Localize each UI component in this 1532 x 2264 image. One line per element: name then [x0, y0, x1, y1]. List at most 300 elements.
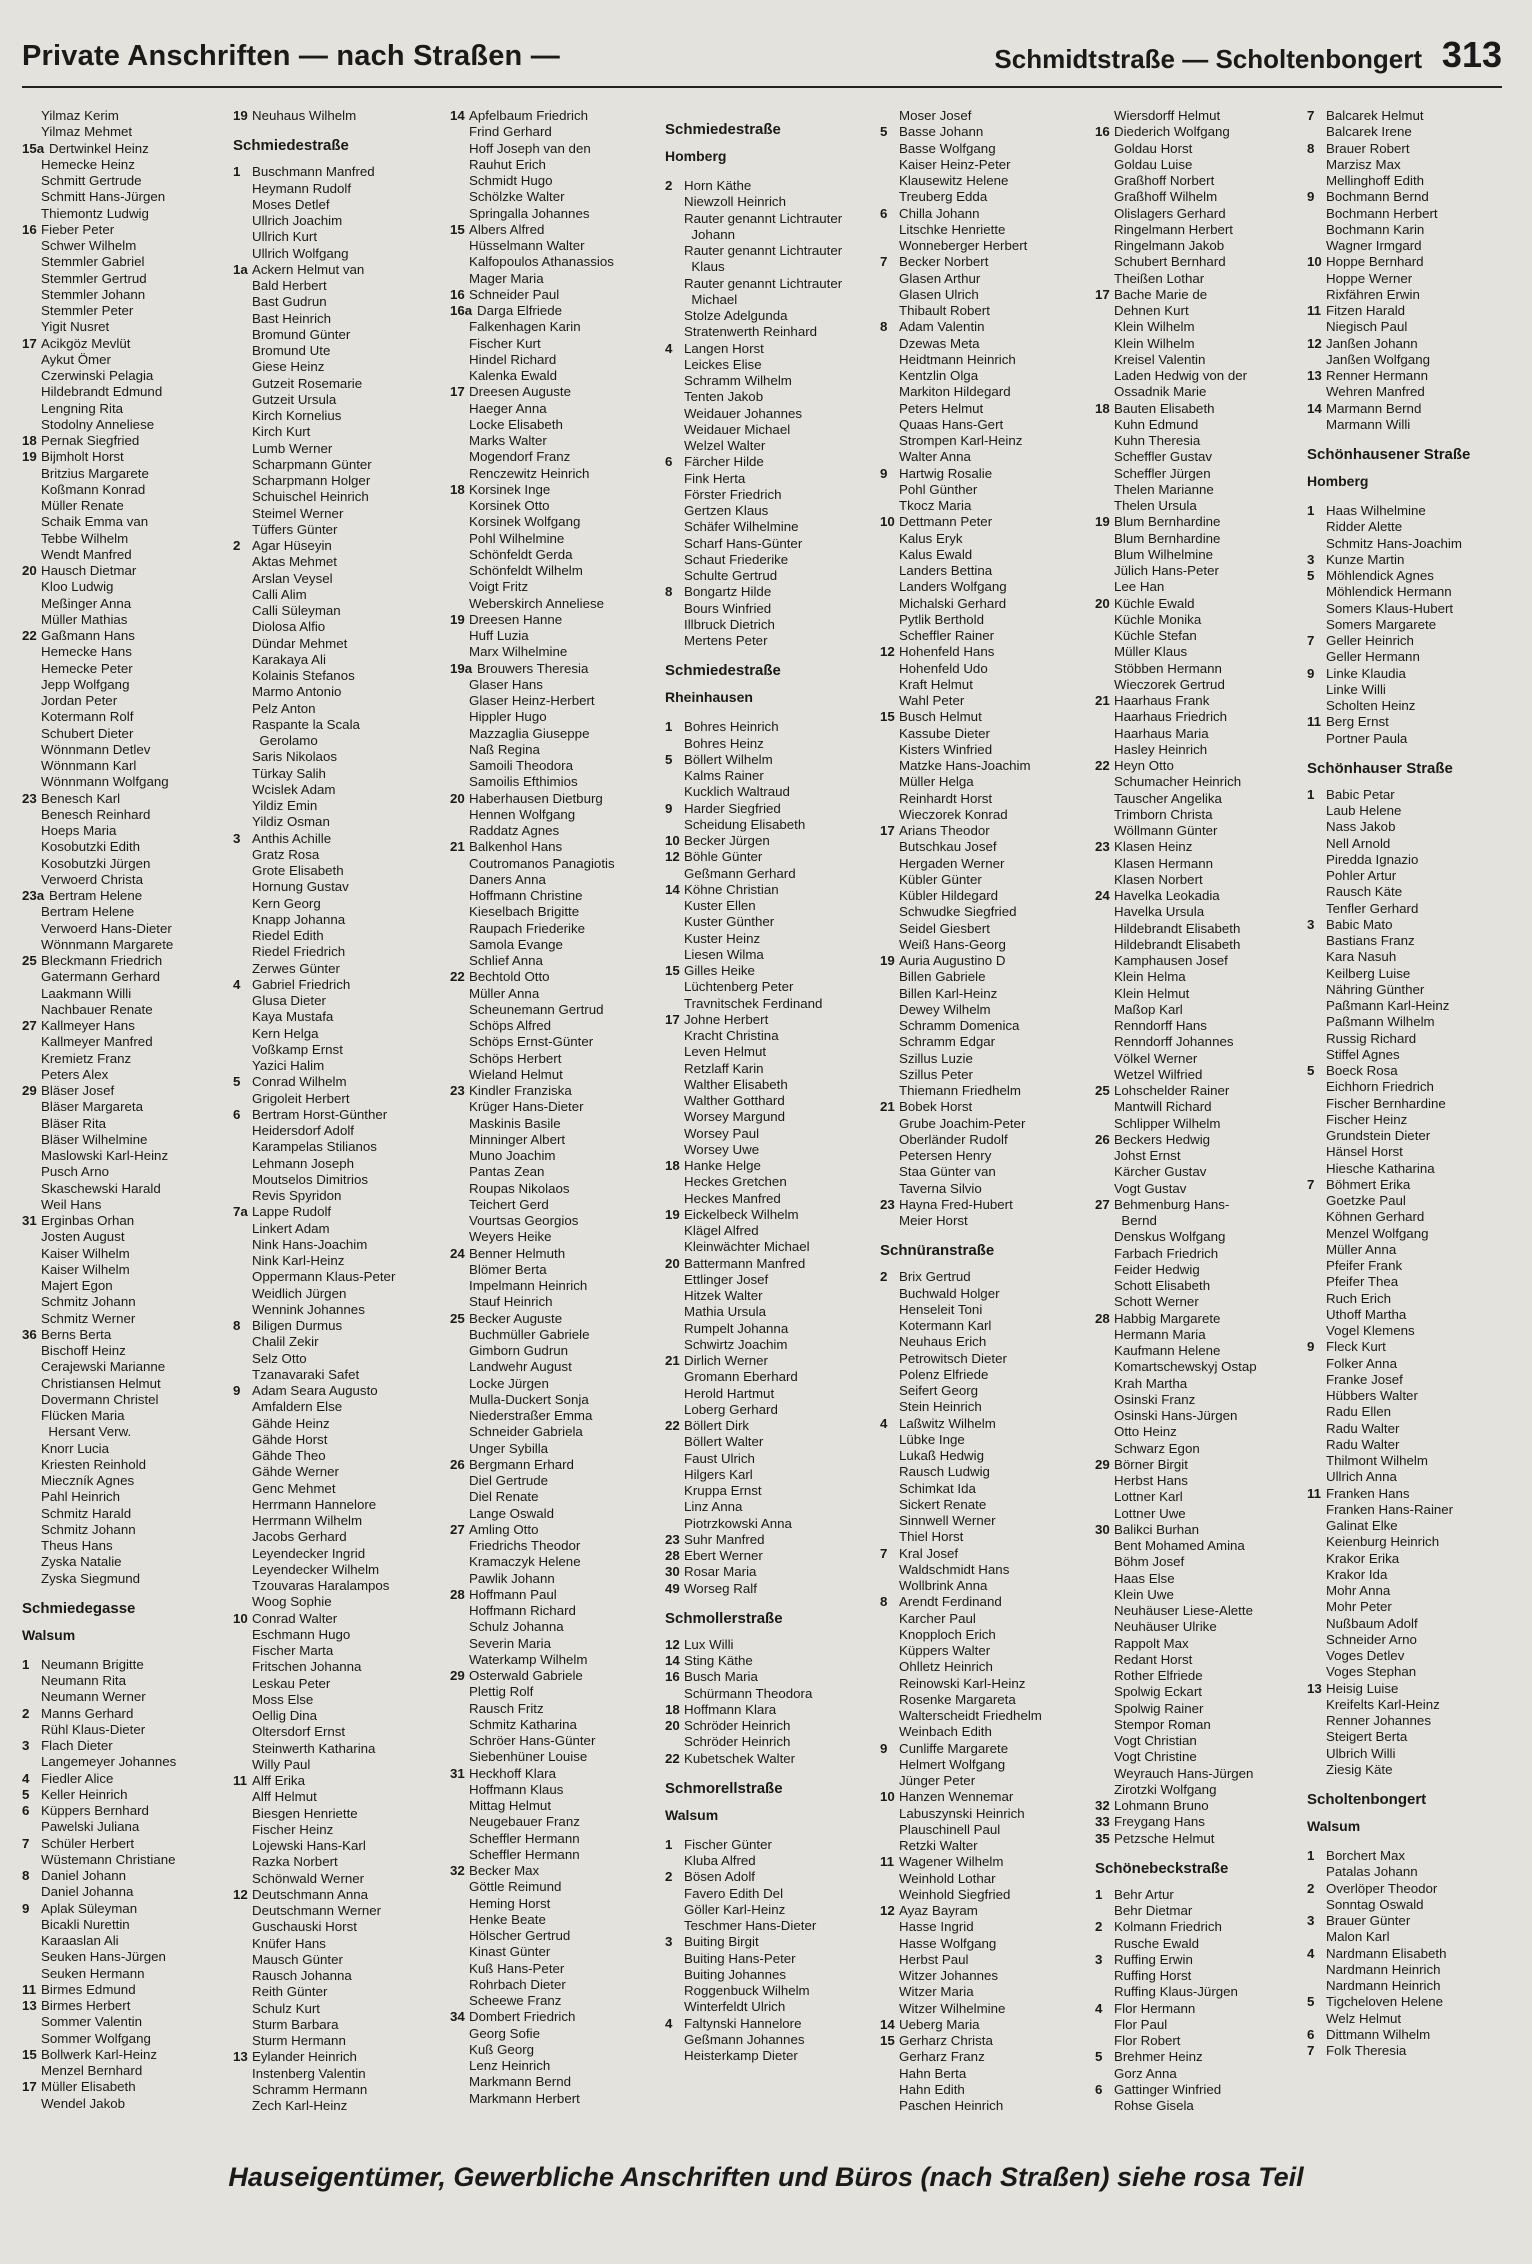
resident-name: Müller Elisabeth: [41, 2079, 136, 2095]
directory-entry: [1307, 933, 1505, 949]
resident-name: Hoffmann Christine: [469, 888, 583, 903]
resident-name: Hoffmann Paul: [469, 1586, 557, 1602]
house-number: 22: [665, 1418, 680, 1433]
resident-name: Voigt Fritz: [469, 579, 529, 595]
resident-name: Overlöper Theodor: [1326, 1880, 1438, 1896]
resident-name: Patalas Johann: [1326, 1864, 1418, 1880]
directory-entry: [1095, 384, 1293, 400]
directory-entry: [665, 487, 863, 503]
directory-entry: [450, 1928, 648, 1944]
house-number: 9: [1307, 189, 1315, 205]
resident-name: Kreifelts Karl-Heinz: [1326, 1696, 1440, 1712]
directory-entry: [233, 1253, 431, 1269]
resident-name: Ullrich Kurt: [252, 229, 318, 245]
resident-name: Rauter genannt Lichtrauter: [684, 243, 843, 258]
resident-name: Wönnmann Detlev: [41, 741, 151, 757]
directory-entry: [1307, 1258, 1505, 1274]
directory-entry: [450, 1603, 648, 1619]
resident-name: Thiemontz Ludwig: [41, 205, 149, 221]
house-number: 15a: [22, 140, 45, 156]
directory-entry: [665, 1451, 863, 1467]
directory-entry: [880, 514, 1078, 530]
resident-name: Wennink Johannes: [252, 1301, 365, 1317]
directory-entry: [1307, 1486, 1505, 1502]
directory-entry: [880, 1546, 1078, 1562]
resident-name: Bechtold Otto: [469, 969, 550, 985]
house-number: 23: [880, 1196, 895, 1212]
resident-name: Moutselos Dimitrios: [252, 1171, 369, 1187]
resident-name: Maslowski Karl-Heinz: [41, 1148, 169, 1163]
directory-entry: [450, 1181, 648, 1197]
resident-name: Geller Heinrich: [1326, 633, 1414, 648]
resident-name: Billen Gabriele: [899, 969, 986, 985]
resident-name: Flücken Maria: [41, 1408, 125, 1423]
directory-entry: [1095, 1051, 1293, 1067]
resident-name: Weinhold Siegfried: [899, 1886, 1011, 1902]
resident-name: Tkocz Maria: [899, 498, 972, 513]
house-number: 4: [1307, 1945, 1315, 1961]
house-number: 6: [665, 454, 673, 470]
directory-entry: [1095, 1164, 1293, 1180]
resident-name: Türkay Salih: [252, 765, 326, 781]
resident-name: Kriesten Reinhold: [41, 1456, 146, 1472]
resident-name: Paßmann Wilhelm: [1326, 1014, 1435, 1030]
directory-entry: [665, 1637, 863, 1653]
directory-entry: [1095, 368, 1293, 384]
directory-entry: [22, 206, 220, 222]
house-number: 12: [1307, 335, 1322, 351]
house-number: 33: [1095, 1814, 1110, 1830]
house-number: 27: [450, 1521, 465, 1537]
resident-name: Neuhaus Erich: [899, 1334, 987, 1350]
directory-entry: [450, 1522, 648, 1538]
resident-name: Hoffmann Richard: [469, 1603, 576, 1618]
resident-name: Knorr Lucia: [41, 1440, 109, 1456]
resident-name: Nink Karl-Heinz: [252, 1253, 345, 1268]
resident-name: Bongartz Hilde: [684, 584, 772, 600]
resident-name: Fischer Heinz: [252, 1821, 334, 1837]
resident-name: Ebert Werner: [684, 1548, 763, 1563]
resident-name: Brauer Robert: [1326, 140, 1410, 156]
directory-entry: [1307, 1929, 1505, 1945]
resident-name: Theißen Lothar: [1114, 270, 1205, 286]
directory-entry: [1095, 1538, 1293, 1554]
house-number: 3: [1307, 551, 1315, 567]
resident-name: Quaas Hans-Gert: [899, 416, 1004, 432]
resident-name: Calli Süleyman: [252, 603, 341, 618]
resident-name: Kalus Ewald: [899, 546, 973, 562]
resident-name: Sinnwell Werner: [899, 1513, 996, 1528]
resident-name: Maßop Karl: [1114, 1001, 1183, 1017]
resident-name: Muno Joachim: [469, 1148, 556, 1163]
resident-name: Frind Gerhard: [469, 124, 552, 140]
house-number: 5: [1095, 2049, 1103, 2065]
directory-entry: [665, 1207, 863, 1223]
resident-name: Heming Horst: [469, 1895, 551, 1911]
directory-entry: [1095, 271, 1293, 287]
resident-name: Schröder Heinrich: [684, 1718, 791, 1733]
directory-entry: [1095, 726, 1293, 742]
resident-name: Plauschinell Paul: [899, 1821, 1001, 1837]
resident-name: Apfelbaum Friedrich: [469, 108, 588, 123]
directory-entry: [1307, 303, 1505, 319]
resident-name: Bobek Horst: [899, 1099, 973, 1115]
resident-name: Ruch Erich: [1326, 1290, 1392, 1306]
directory-entry: [665, 227, 863, 243]
resident-name: Friedrichs Theodor: [469, 1538, 581, 1553]
resident-name: Battermann Manfred: [684, 1255, 806, 1271]
resident-name: Worseg Ralf: [684, 1580, 757, 1596]
directory-entry: [22, 319, 220, 335]
resident-name: Langen Horst: [684, 340, 764, 356]
resident-name: Horn Käthe: [684, 178, 752, 193]
directory-entry: [665, 736, 863, 752]
street-heading: Scholtenbongert: [1307, 1791, 1427, 1808]
directory-entry: [1095, 157, 1293, 173]
resident-name: Taverna Silvio: [899, 1180, 982, 1196]
directory-entry: [1095, 1782, 1293, 1798]
house-number: 32: [1095, 1798, 1110, 1813]
resident-name: Grigoleit Herbert: [252, 1090, 350, 1106]
house-number: 3: [22, 1738, 30, 1753]
resident-name: Steigert Berta: [1326, 1729, 1408, 1745]
directory-entry: [880, 1643, 1078, 1659]
directory-entry: [880, 384, 1078, 400]
directory-entry: [450, 1278, 648, 1294]
directory-entry: [1307, 384, 1505, 400]
house-number: 3: [1307, 916, 1315, 932]
resident-name: Kara Nasuh: [1326, 949, 1397, 965]
directory-entry: [450, 839, 648, 855]
resident-name: Kaiser Wilhelm: [41, 1261, 130, 1277]
directory-entry: [880, 791, 1078, 807]
resident-name: Rausch Ludwig: [899, 1464, 990, 1480]
directory-entry: [1095, 1952, 1293, 1968]
directory-entry: [450, 1701, 648, 1717]
directory-entry: [1307, 157, 1505, 173]
directory-entry: [880, 1724, 1078, 1740]
directory-entry: [450, 368, 648, 384]
resident-name: Schott Werner: [1114, 1294, 1199, 1310]
resident-name: Seidel Giesbert: [899, 920, 990, 936]
resident-name: Gaßmann Hans: [41, 628, 135, 643]
resident-name: Ulbrich Willi: [1326, 1745, 1396, 1761]
resident-name: Hitzek Walter: [684, 1288, 763, 1303]
directory-entry: [450, 1246, 648, 1262]
resident-name: Arians Theodor: [899, 823, 990, 838]
directory-entry: [233, 1058, 431, 1074]
street-heading: Schmiedestraße: [665, 121, 781, 138]
resident-name: Denskus Wolfgang: [1114, 1229, 1226, 1245]
house-number: 9: [233, 1383, 241, 1398]
directory-entry: [233, 1139, 431, 1155]
directory-entry: [665, 1853, 863, 1869]
resident-name: Hahn Edith: [899, 2081, 965, 2097]
directory-entry: [450, 644, 648, 660]
resident-name: Voßkamp Ernst: [252, 1041, 343, 1057]
resident-name: Amling Otto: [469, 1521, 539, 1537]
directory-entry: [1307, 1014, 1505, 1030]
directory-entry: [1095, 807, 1293, 823]
resident-name: Schwudke Siegfried: [899, 904, 1017, 920]
resident-name: Laßwitz Wilhelm: [899, 1415, 996, 1431]
resident-name: Kalms Rainer: [684, 768, 764, 783]
directory-entry: [233, 1546, 431, 1562]
resident-name: Szillus Luzie: [899, 1050, 973, 1066]
district-heading: Rheinhausen: [665, 689, 753, 706]
directory-entry: [1095, 1717, 1293, 1733]
directory-entry: [450, 1311, 648, 1327]
resident-name: Daniel Johanna: [41, 1884, 134, 1900]
resident-name: Schöps Ernst-Günter: [469, 1034, 594, 1050]
house-number: 14: [665, 1653, 680, 1668]
directory-entry: [1095, 433, 1293, 449]
house-number: 9: [665, 800, 673, 816]
directory-column-6: [1095, 108, 1293, 2114]
directory-entry: [665, 211, 863, 227]
directory-entry: [22, 108, 220, 124]
resident-name: Kluba Alfred: [684, 1853, 756, 1868]
directory-entry: [450, 791, 648, 807]
house-number: 14: [450, 108, 465, 123]
resident-name: Buiting Birgit: [684, 1934, 759, 1950]
resident-name: Diolosa Alfio: [252, 619, 326, 635]
resident-name: Adam Seara Augusto: [252, 1383, 378, 1398]
directory-entry: [1095, 1294, 1293, 1310]
resident-name: Nardmann Heinrich: [1326, 1961, 1441, 1977]
directory-entry: [450, 1002, 648, 1018]
resident-name: Wahl Peter: [899, 693, 965, 708]
directory-entry: [665, 1999, 863, 2015]
directory-entry: [233, 1708, 431, 1724]
district-heading: Walsum: [1307, 1818, 1361, 1834]
resident-name: Kral Josef: [899, 1545, 959, 1561]
resident-name: Sting Käthe: [684, 1653, 753, 1668]
resident-name: Jepp Wolfgang: [41, 676, 130, 692]
directory-entry: [880, 206, 1078, 222]
resident-name: Calli Alim: [252, 586, 307, 602]
resident-name: Anthis Achille: [252, 830, 332, 846]
directory-entry: [450, 449, 648, 465]
house-number: 2: [880, 1269, 888, 1285]
resident-name: Biligen Durmus: [252, 1318, 343, 1333]
resident-name: Becker Norbert: [899, 254, 989, 270]
directory-entry: [665, 373, 863, 389]
resident-name: Mittag Helmut: [469, 1798, 552, 1813]
directory-entry: [22, 1901, 220, 1917]
district-heading: Walsum: [22, 1626, 76, 1643]
directory-entry: [1095, 986, 1293, 1002]
resident-name: Yilmaz Kerim: [41, 108, 119, 123]
house-number: 2: [1307, 1880, 1315, 1896]
resident-name: Uthoff Martha: [1326, 1306, 1407, 1322]
directory-entry: [1095, 189, 1293, 205]
directory-entry: [880, 157, 1078, 173]
directory-entry: [22, 1262, 220, 1278]
resident-name: Bergmann Erhard: [469, 1456, 574, 1472]
resident-name: Worsey Margund: [684, 1109, 785, 1125]
resident-name: Weberskirch Anneliese: [469, 595, 605, 611]
directory-entry: [1095, 1936, 1293, 1952]
directory-entry: [450, 2074, 648, 2090]
house-number: 18: [665, 1158, 680, 1173]
resident-name: Böhle Günter: [684, 849, 763, 865]
directory-entry: [1095, 644, 1293, 660]
directory-entry: [1307, 917, 1505, 933]
resident-name: Josten August: [41, 1229, 125, 1245]
directory-entry: [450, 1457, 648, 1473]
street-range: Schmidtstraße — Scholtenbongert: [994, 44, 1422, 74]
directory-entry: [665, 801, 863, 817]
resident-name: Gilles Heike: [684, 963, 755, 978]
resident-name: Schönfeldt Wilhelm: [469, 563, 583, 578]
directory-entry: [880, 2066, 1078, 2082]
directory-entry: [665, 406, 863, 422]
directory-entry: [1095, 1181, 1293, 1197]
resident-name: Leyendecker Wilhelm: [252, 1561, 380, 1577]
resident-name: Stauf Heinrich: [469, 1294, 553, 1310]
resident-name: Niederstraßer Emma: [469, 1408, 593, 1423]
resident-name: Lux Willi: [684, 1636, 734, 1652]
directory-entry: [1307, 254, 1505, 270]
directory-entry: [665, 719, 863, 735]
house-number: 49: [665, 1580, 680, 1596]
resident-name: Karcher Paul: [899, 1610, 976, 1626]
directory-entry: [880, 287, 1078, 303]
directory-entry: [880, 1018, 1078, 1034]
resident-name: Hanke Helge: [684, 1158, 761, 1173]
resident-name: Maskinis Basile: [469, 1115, 561, 1131]
directory-entry: [22, 1852, 220, 1868]
directory-entry: [880, 644, 1078, 660]
resident-name: Hiesche Katharina: [1326, 1160, 1435, 1176]
house-number: 22: [450, 969, 465, 985]
directory-entry: [1095, 2082, 1293, 2098]
directory-entry: [233, 197, 431, 213]
directory-entry: [880, 579, 1078, 595]
directory-entry: [880, 319, 1078, 335]
resident-name: Schmitz Katharina: [469, 1716, 577, 1732]
resident-name: Förster Friedrich: [684, 486, 782, 502]
resident-name: Petrowitsch Dieter: [899, 1350, 1007, 1366]
resident-name: Fischer Günter: [684, 1836, 772, 1852]
resident-name: Pelz Anton: [252, 700, 316, 716]
house-number: 36: [22, 1326, 37, 1342]
directory-entry: [22, 222, 220, 238]
resident-name: Alff Helmut: [252, 1789, 317, 1805]
directory-entry: [233, 1676, 431, 1692]
resident-name: Göller Karl-Heinz: [684, 1901, 786, 1917]
directory-entry: [1095, 2049, 1293, 2065]
directory-entry: [233, 636, 431, 652]
resident-name: Szillus Peter: [899, 1066, 973, 1082]
directory-entry: [665, 1223, 863, 1239]
house-number: 29: [1095, 1456, 1110, 1472]
resident-name: Haeger Anna: [469, 400, 547, 416]
directory-entry: [450, 1896, 648, 1912]
resident-name: Stratenwerth Reinhard: [684, 324, 818, 340]
resident-name: Russig Richard: [1326, 1030, 1417, 1046]
resident-name: Manns Gerhard: [41, 1705, 134, 1721]
directory-entry: [450, 547, 648, 563]
house-number: 18: [450, 481, 465, 497]
resident-name: Faltynski Hannelore: [684, 2015, 802, 2031]
directory-entry: [1095, 336, 1293, 352]
resident-name: Behr Dietmar: [1114, 1903, 1193, 1918]
directory-entry: [665, 947, 863, 963]
resident-name: Laakmann Willi: [41, 985, 132, 1001]
directory-entry: [880, 1181, 1078, 1197]
resident-name: Stodolny Anneliese: [41, 416, 155, 432]
house-number: 16a: [450, 303, 473, 318]
resident-name: Retzlaff Karin: [684, 1060, 764, 1076]
directory-entry: [450, 693, 648, 709]
directory-entry: [233, 1692, 431, 1708]
directory-entry: [1095, 1814, 1293, 1830]
directory-entry: [22, 986, 220, 1002]
resident-name: Heymann Rudolf: [252, 180, 352, 196]
resident-name: Rausch Johanna: [252, 1968, 352, 1983]
resident-name: Wollbrink Anna: [899, 1578, 988, 1593]
resident-name: Pohl Wilhelmine: [469, 530, 565, 546]
directory-entry: [880, 726, 1078, 742]
directory-entry: [1307, 1144, 1505, 1160]
directory-entry: [880, 1132, 1078, 1148]
directory-entry: [450, 1213, 648, 1229]
resident-name: Scheidung Elisabeth: [684, 816, 806, 832]
resident-name: Schröer Hans-Günter: [469, 1733, 596, 1748]
resident-name: Steimel Werner: [252, 505, 344, 521]
resident-name: Ullrich Joachim: [252, 213, 343, 228]
directory-entry: [665, 996, 863, 1012]
directory-entry: [22, 1538, 220, 1554]
resident-name: Geller Hermann: [1326, 649, 1420, 665]
directory-entry: [22, 596, 220, 612]
resident-name: Tüffers Günter: [252, 521, 338, 537]
resident-name: Thiel Horst: [899, 1529, 964, 1545]
resident-name: Vourtsas Georgios: [469, 1213, 579, 1228]
resident-name: Dreesen Hanne: [469, 611, 563, 627]
house-number: 10: [1307, 254, 1322, 270]
resident-name: Pohler Artur: [1326, 868, 1397, 883]
resident-name: Suhr Manfred: [684, 1531, 765, 1547]
house-number: 10: [880, 1789, 895, 1805]
resident-name: Riedel Friedrich: [252, 944, 346, 960]
house-number: 23: [450, 1083, 465, 1098]
directory-entry: [1307, 901, 1505, 917]
directory-entry: [880, 352, 1078, 368]
directory-entry: [233, 1399, 431, 1415]
directory-entry: [1095, 1489, 1293, 1505]
house-number: 22: [22, 628, 37, 643]
resident-name: Kunze Martin: [1326, 551, 1405, 567]
directory-entry: [1307, 1209, 1505, 1225]
house-number: 19: [450, 611, 465, 627]
directory-entry: [880, 368, 1078, 384]
directory-entry: [450, 1051, 648, 1067]
house-number: 8: [22, 1868, 30, 1883]
directory-entry: [233, 1188, 431, 1204]
resident-name: Schaut Friederike: [684, 551, 789, 567]
footer-note: Hauseigentümer, Gewerbliche Anschriften und Büros (nach Straßen) siehe rosa Teil: [228, 2162, 1304, 2192]
resident-name: Stöbben Hermann: [1114, 660, 1222, 676]
directory-entry: [880, 1919, 1078, 1935]
resident-name: Hildebrandt Elisabeth: [1114, 936, 1241, 952]
resident-name: Hoeps Maria: [41, 823, 117, 838]
resident-name: Neugebauer Franz: [469, 1814, 580, 1830]
directory-entry: [22, 1099, 220, 1115]
directory-entry: [450, 2058, 648, 2074]
